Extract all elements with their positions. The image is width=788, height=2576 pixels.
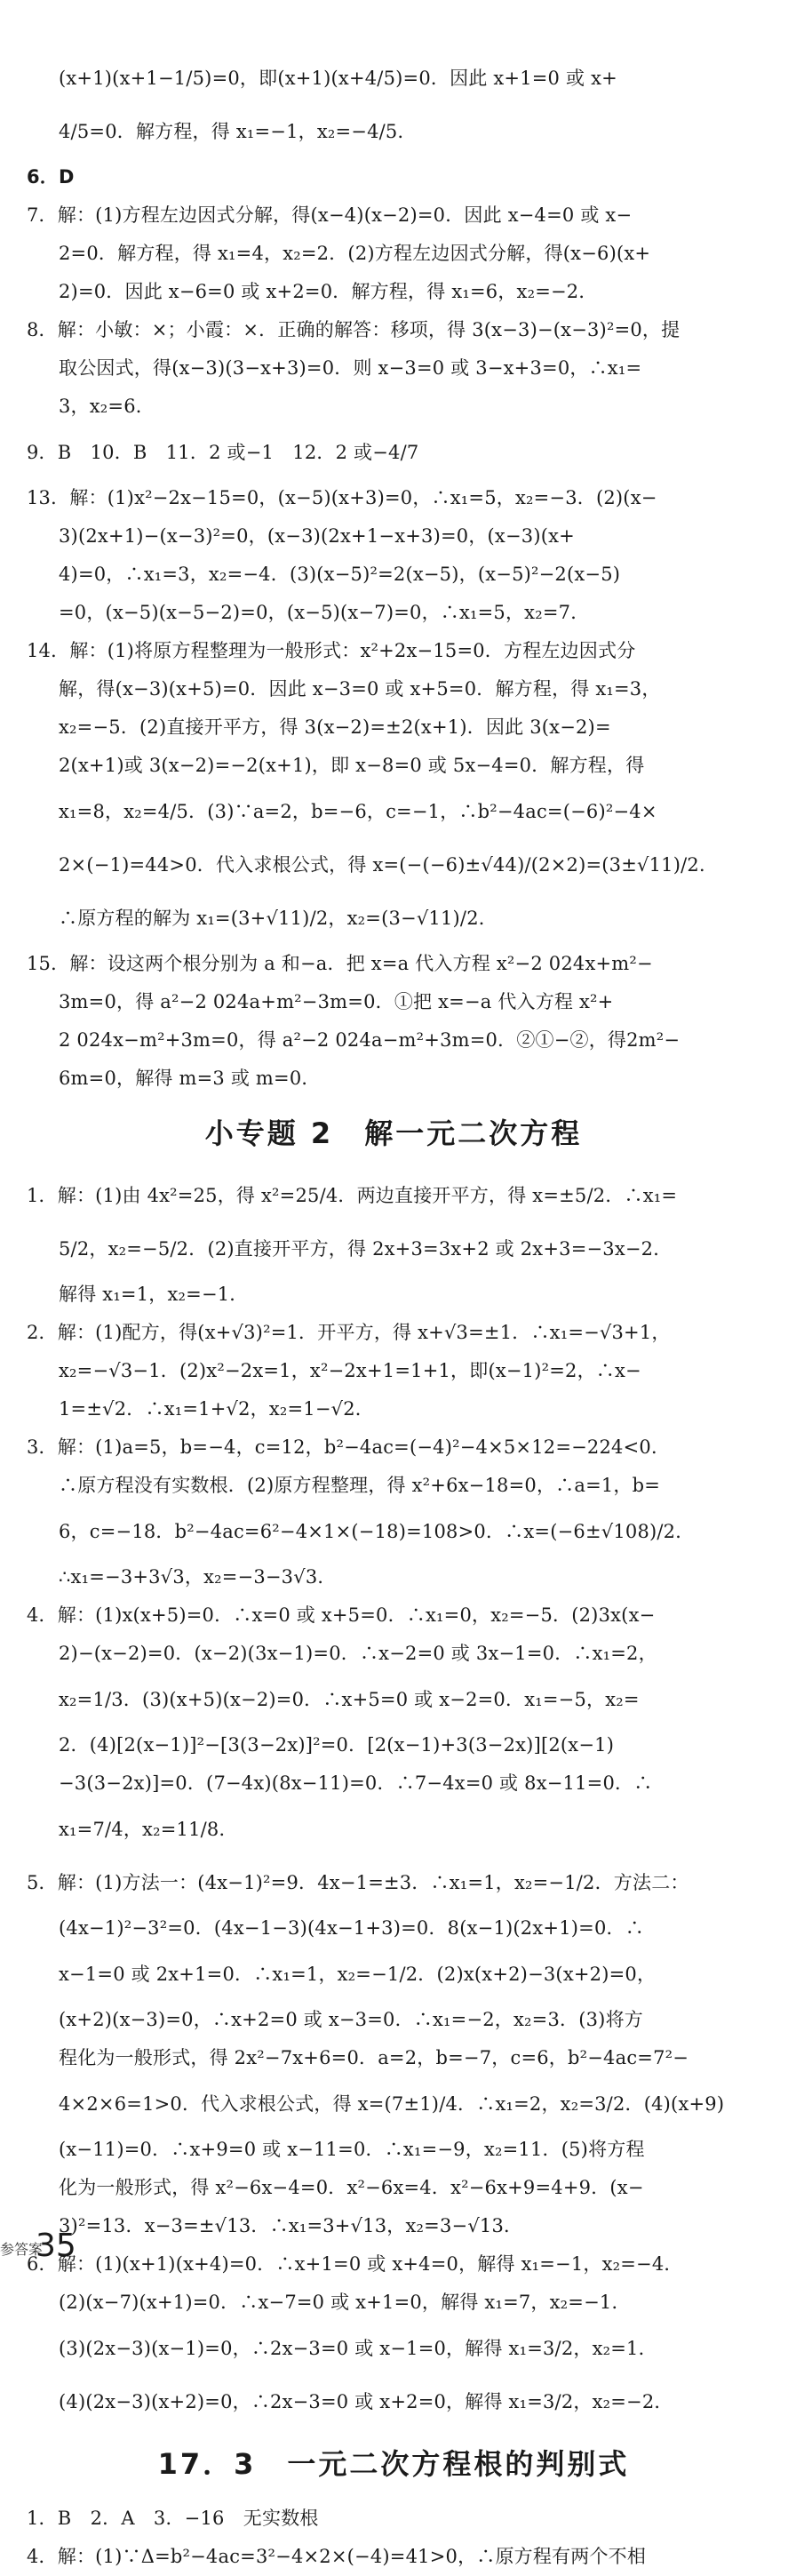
answer-line: x₂=−√3−1．(2)x²−2x=1，x²−2x+1=1+1，即(x−1)²=2，∴x− xyxy=(59,1360,641,1381)
answer-line: 3)(2x+1)−(x−3)²=0，(x−3)(2x+1−x+3)=0，(x−3)(x+ xyxy=(59,525,575,547)
answer-line: (x−11)=0．∴x+9=0 或 x−11=0．∴x₁=−9，x₂=11．(5)将方程 xyxy=(59,2139,645,2160)
answer-line: 2．解：(1)配方，得(x+√3)²=1．开平方，得 x+√3=±1．∴x₁=−√3+1， xyxy=(27,1322,671,1343)
answer-line: 5．解：(1)方法一：(4x−1)²=9．4x−1=±3．∴x₁=1，x₂=−1/2．方法二： xyxy=(27,1872,689,1893)
answer-line: (2)(x−7)(x+1)=0．∴x−7=0 或 x+1=0，解得 x₁=7，x₂=−1． xyxy=(59,2292,631,2313)
answer-line: 2．(4)[2(x−1)]²−[3(3−2x)]²=0．[2(x−1)+3(3−2x)][2(x−1) xyxy=(59,1734,615,1756)
footer-label: 参答案 xyxy=(0,2241,44,2258)
answer-line: 3m=0，得 a²−2 024a+m²−3m=0．①把 x=−a 代入方程 x²+ xyxy=(59,991,614,1012)
answer-line: 2)−(x−2)=0．(x−2)(3x−1)=0．∴x−2=0 或 3x−1=0．∴x₁=2， xyxy=(59,1643,657,1664)
answer-line: x₂=−5．(2)直接开平方，得 3(x−2)=±2(x+1)．因此 3(x−2)= xyxy=(59,716,611,738)
answer-line: 2)=0．因此 x−6=0 或 x+2=0．解方程，得 x₁=6，x₂=−2． xyxy=(59,281,598,302)
answer-line: ∴原方程没有实数根．(2)原方程整理，得 x²+6x−18=0，∴a=1，b= xyxy=(59,1475,661,1496)
answer-line: 取公因式，得(x−3)(3−x+3)=0．则 x−3=0 或 3−x+3=0，∴x₁= xyxy=(59,357,642,379)
answer-line: 2=0．解方程，得 x₁=4，x₂=2．(2)方程左边因式分解，得(x−6)(x+ xyxy=(59,243,651,264)
answer-line: 14．解：(1)将原方程整理为一般形式：x²+2x−15=0．方程左边因式分 xyxy=(27,640,636,661)
answer-line: 3．解：(1)a=5，b=−4，c=12，b²−4ac=(−4)²−4×5×12=−224<0． xyxy=(27,1436,671,1458)
answer-line: 6m=0，解得 m=3 或 m=0． xyxy=(59,1068,321,1089)
answer-line: x₂=1/3．(3)(x+5)(x−2)=0．∴x+5=0 或 x−2=0．x₁=−5，x₂= xyxy=(59,1689,640,1710)
page-number: 35 xyxy=(36,2228,76,2264)
answer-line: 2×(−1)=44>0．代入求根公式，得 x=(−(−6)±√44)/(2×2)=(3±√11)/2． xyxy=(59,854,719,876)
answer-line: 1．解：(1)由 4x²=25，得 x²=25/4．两边直接开平方，得 x=±5/2．∴x₁= xyxy=(27,1185,678,1206)
answers-section-17-2 xyxy=(27,52,760,1098)
answer-line: 2 024x−m²+3m=0，得 a²−2 024a−m²+3m=0．②①−②，得2m²− xyxy=(59,1029,681,1051)
answer-line: 1=±√2．∴x₁=1+√2，x₂=1−√2． xyxy=(59,1398,375,1420)
answer-line: ∴原方程的解为 x₁=(3+√11)/2，x₂=(3−√11)/2． xyxy=(59,908,497,929)
answer-line: (3)(2x−3)(x−1)=0，∴2x−3=0 或 x−1=0，解得 x₁=3/2，x₂=1． xyxy=(59,2338,657,2359)
answer-line: 4×2×6=1>0．代入求根公式，得 x=(7±1)/4．∴x₁=2，x₂=3/2．(4)(x+9) xyxy=(59,2093,725,2115)
answer-line: x₁=8，x₂=4/5．(3)∵a=2，b=−6，c=−1，∴b²−4ac=(−6)²−4× xyxy=(59,801,657,822)
answer-line: =0，(x−5)(x−5−2)=0，(x−5)(x−7)=0，∴x₁=5，x₂=7． xyxy=(59,602,590,623)
answer-line: 6，c=−18．b²−4ac=6²−4×1×(−18)=108>0．∴x=(−6±√108)/2． xyxy=(59,1521,695,1542)
answer-line: (4x−1)²−3²=0．(4x−1−3)(4x−1+3)=0．8(x−1)(2x+1)=0．∴ xyxy=(59,1917,644,1939)
answer-line: 9．B 10．B 11．2 或−1 12．2 或−4/7 xyxy=(27,442,419,463)
answer-line: 解得 x₁=1，x₂=−1． xyxy=(59,1284,249,1305)
answer-line: 4．解：(1)∵Δ=b²−4ac=3²−4×2×(−4)=41>0，∴原方程有两个不相 xyxy=(27,2546,647,2567)
page-footer xyxy=(0,2228,788,2267)
answer-line: (x+2)(x−3)=0，∴x+2=0 或 x−3=0．∴x₁=−2，x₂=3．(3)将方 xyxy=(59,2009,643,2030)
answer-line: 13．解：(1)x²−2x−15=0，(x−5)(x+3)=0，∴x₁=5，x₂=−3．(2)(x− xyxy=(27,487,657,508)
answer-line: ∴x₁=−3+3√3，x₂=−3−3√3． xyxy=(59,1566,337,1588)
answer-line: x−1=0 或 2x+1=0．∴x₁=1，x₂=−1/2．(2)x(x+2)−3(x+2)=0， xyxy=(59,1964,657,1985)
answer-line: 4．解：(1)x(x+5)=0．∴x=0 或 x+5=0．∴x₁=0，x₂=−5．(2)3x(x− xyxy=(27,1604,656,1626)
answer-content xyxy=(27,52,760,2576)
answer-line: 3)²=13．x−3=±√13．∴x₁=3+√13，x₂=3−√13． xyxy=(59,2215,523,2236)
answer-line: 7．解：(1)方程左边因式分解，得(x−4)(x−2)=0．因此 x−4=0 或 x− xyxy=(27,204,633,226)
answer-line: 解，得(x−3)(x+5)=0．因此 x−3=0 或 x+5=0．解方程，得 x₁=3， xyxy=(59,678,661,700)
answer-line: x₁=7/4，x₂=11/8． xyxy=(59,1819,238,1840)
answer-line: 1．B 2．A 3．−16 无实数根 xyxy=(27,2508,319,2529)
section-heading-special-topic-2: 小专题 2 解一元二次方程 xyxy=(204,1116,583,1150)
answer-line: 4/5=0．解方程，得 x₁=−1，x₂=−4/5． xyxy=(59,121,417,142)
answer-line: 6．D xyxy=(27,166,75,188)
answer-line: 8．解：小敏：×；小霞：×．正确的解答：移项，得 3(x−3)−(x−3)²=0，提 xyxy=(27,319,681,340)
answer-line: 程化为一般形式，得 2x²−7x+6=0．a=2，b=−7，c=6，b²−4ac=7²− xyxy=(59,2047,689,2068)
answer-line: −3(3−2x)]=0．(7−4x)(8x−11)=0．∴7−4x=0 或 8x−11=0．∴ xyxy=(59,1772,653,1794)
answer-line: 化为一般形式，得 x²−6x−4=0．x²−6x=4．x²−6x+9=4+9．(x− xyxy=(59,2177,644,2198)
answer-line: 3，x₂=6． xyxy=(59,396,155,417)
section-heading-17-3: 17．3 一元二次方程根的判别式 xyxy=(157,2447,630,2481)
answer-line: (4)(2x−3)(x+2)=0，∴2x−3=0 或 x+2=0，解得 x₁=3/2，x₂=−2． xyxy=(59,2391,673,2412)
answer-line: (x+1)(x+1−1/5)=0，即(x+1)(x+4/5)=0．因此 x+1=0 或 x+ xyxy=(59,68,617,89)
answer-line: 5/2，x₂=−5/2．(2)直接开平方，得 2x+3=3x+2 或 2x+3=−3x−2． xyxy=(59,1238,673,1260)
answer-line: 4)=0，∴x₁=3，x₂=−4．(3)(x−5)²=2(x−5)，(x−5)²−2(x−5) xyxy=(59,564,621,585)
answers-section-17-3 xyxy=(27,2500,760,2576)
answer-line: 2(x+1)或 3(x−2)=−2(x+1)，即 x−8=0 或 5x−4=0．解方程，得 xyxy=(59,755,645,776)
answer-line: 15．解：设这两个根分别为 a 和−a．把 x=a 代入方程 x²−2 024x+m²− xyxy=(27,953,653,974)
answer-line: 6．解：(1)(x+1)(x+4)=0．∴x+1=0 或 x+4=0，解得 x₁=−1，x₂=−4． xyxy=(27,2253,683,2275)
